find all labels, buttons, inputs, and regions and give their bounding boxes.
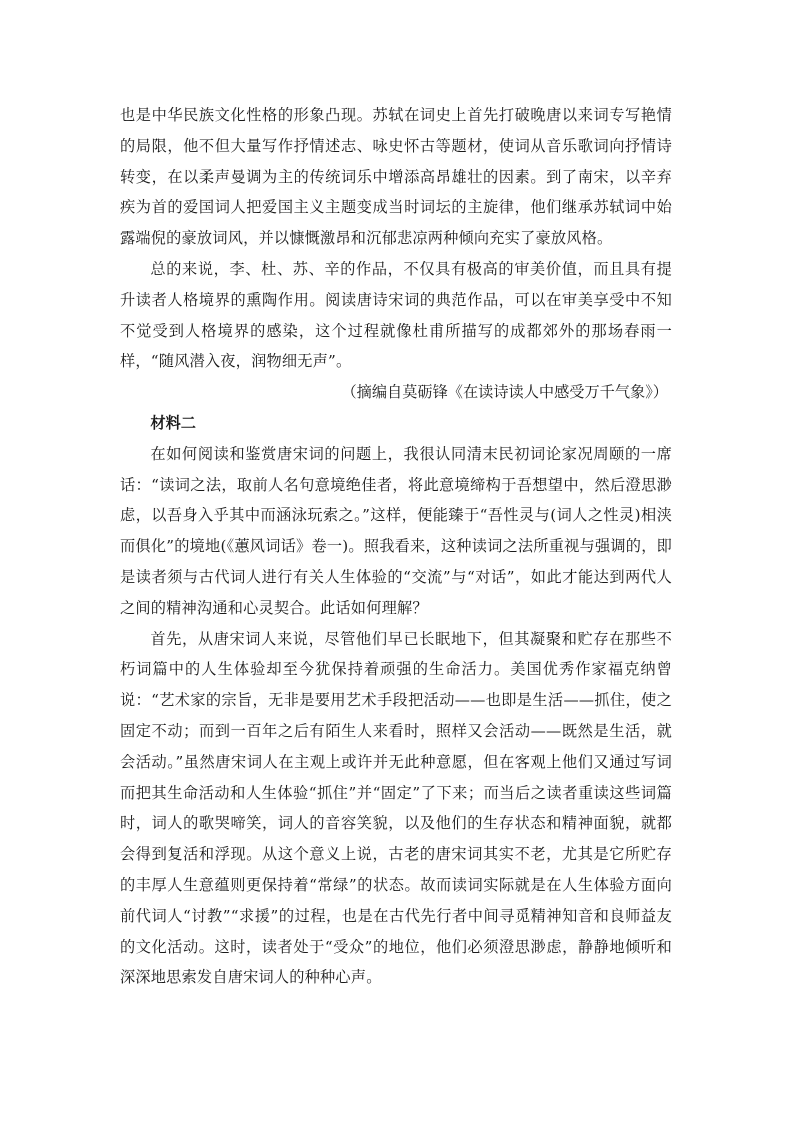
paragraph-reading-method: 在如何阅读和鉴赏唐宋词的问题上，我很认同清末民初词论家况周颐的一席话：“读词之法，取前人名句意境绝佳者，将此意境缔构于吾想望中，然后澄思渺虑，以吾身入乎其中而涵泳玩索之。”这样，便能臻于“吾性灵与(词人之性灵)相浃而俱化”的境地(《蕙风词话》卷一)。照我看来，这种读词之法所重视与强调的，即是读者须与古代词人进行有关人生体验的“交流”与“对话”，如此才能达到两代人之间的精神沟通和心灵契合。此话如何理解？ xyxy=(120,444,672,617)
document-body xyxy=(120,100,672,993)
paragraph-first-point: 首先，从唐宋词人来说，尽管他们早已长眠地下，但其凝聚和贮存在那些不朽词篇中的人生体验却至今犹保持着顽强的生命活力。美国优秀作家福克纳曾说：“艺术家的宗旨，无非是要用艺术手段把活动——也即是生活——抓住，使之固定不动；而到一百年之后有陌生人来看时，照样又会活动——既然是生活，就会活动。”虽然唐宋词人在主观上或许并无此种意愿，但在客观上他们又通过写词而把其生命活动和人生体验“抓住”并“固定”了下来；而当后之读者重读这些词篇时，词人的歌哭啼笑，词人的音容笑貌，以及他们的生存状态和精神面貌，就都会得到复活和浮现。从这个意义上说，古老的唐宋词其实不老，尤其是它所贮存的丰厚人生意蕴则更保持着“常绿”的状态。故而读词实际就是在人生体验方面向前代词人“讨教”“求援”的过程，也是在古代先行者中间寻觅精神知音和良师益友的文化活动。这时，读者处于“受众”的地位，他们必须澄思渺虑，静静地倾听和深深地思索发自唐宋词人的种种心声。 xyxy=(120,629,672,987)
section-heading: 材料二 xyxy=(150,413,196,432)
source-citation: （摘编自莫砺锋《在读诗读人中感受万千气象》） xyxy=(341,383,668,402)
paragraph-summary: 总的来说，李、杜、苏、辛的作品，不仅具有极高的审美价值，而且具有提升读者人格境界的熏陶作用。阅读唐诗宋词的典范作品，可以在审美享受中不知不觉受到人格境界的感染，这个过程就像杜甫所描写的成都郊外的那场春雨一样，“随风潜入夜，润物细无声”。 xyxy=(120,259,672,371)
paragraph-continued: 也是中华民族文化性格的形象凸现。苏轼在词史上首先打破晚唐以来词专写艳情的局限，他不但大量写作抒情述志、咏史怀古等题材，使词从音乐歌词向抒情诗转变，在以柔声曼调为主的传统词乐中增添高昂雄壮的因素。到了南宋，以辛弃疾为首的爱国词人把爱国主义主题变成当时词坛的主旋律，他们继承苏轼词中始露端倪的豪放词风，并以慷慨激昂和沉郁悲凉两种倾向充实了豪放风格。 xyxy=(120,106,672,248)
